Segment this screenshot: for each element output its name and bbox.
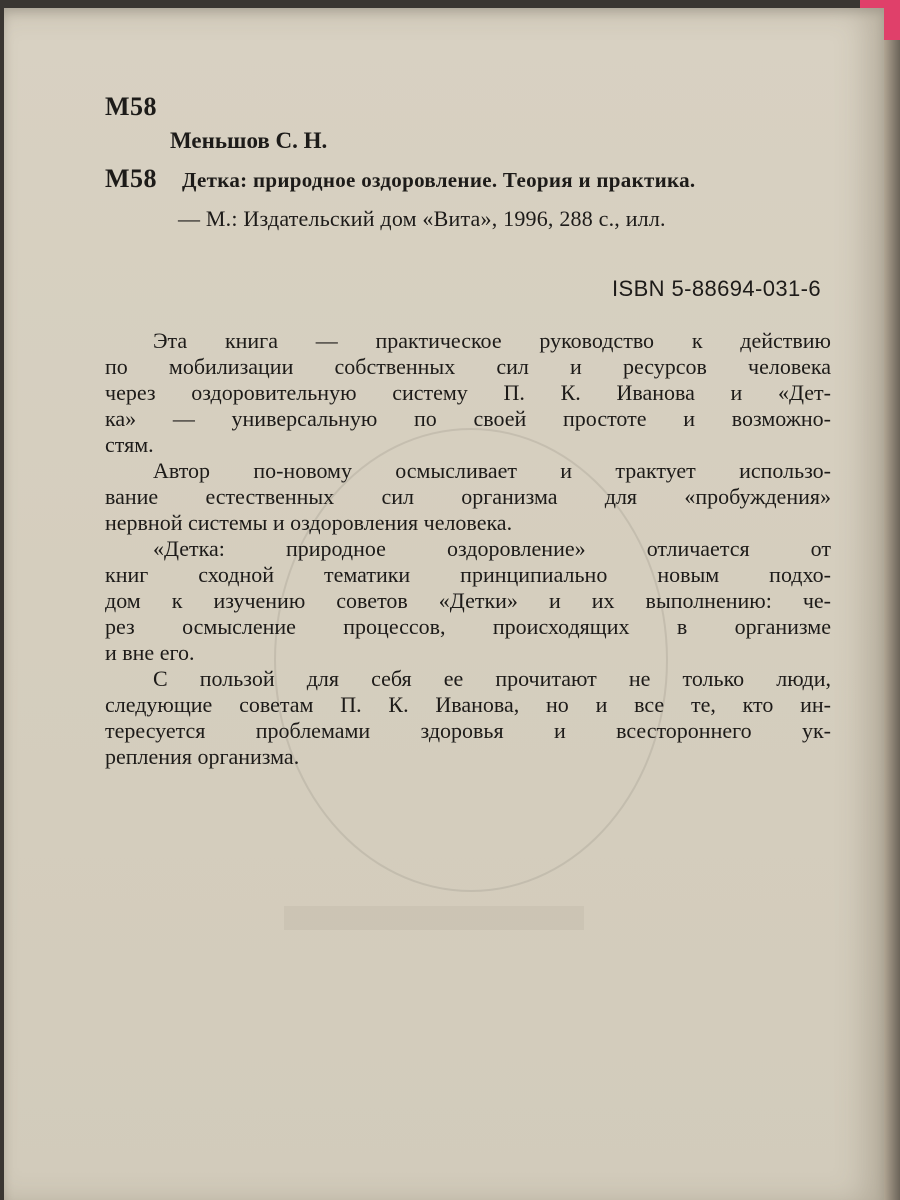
- library-index-second: М58: [105, 164, 158, 193]
- abstract-line: тересуется проблемами здоровья и всестороннего ук-: [105, 718, 831, 743]
- abstract-line: нервной системы и оздоровления человека.: [105, 510, 513, 535]
- book-title: Детка: природное оздоровление. Теория и практика.: [182, 168, 696, 192]
- abstract-line: рез осмысление процессов, происходящих в организме: [105, 614, 831, 639]
- abstract-line: через оздоровительную систему П. К. Иванова и «Дет-: [105, 380, 831, 405]
- abstract-line: стям.: [105, 432, 154, 457]
- isbn-number: ISBN 5-88694-031-6: [612, 276, 821, 301]
- abstract-line: ка» — универсальную по своей простоте и возможно-: [105, 406, 831, 431]
- stamp-text-show-through: [284, 906, 584, 930]
- abstract-line: вание естественных сил организма для «пробуждения»: [105, 484, 831, 509]
- abstract-line: книг сходной тематики принципиально новым подхо-: [105, 562, 831, 587]
- abstract-line: и вне его.: [105, 640, 195, 665]
- abstract-line: следующие советам П. К. Иванова, но и все те, кто ин-: [105, 692, 831, 717]
- library-index-top: М58: [105, 92, 158, 121]
- imprint-line: — М.: Издательский дом «Вита», 1996, 288 с., илл.: [178, 206, 666, 231]
- abstract-line: «Детка: природное оздоровление» отличается от: [153, 536, 831, 561]
- abstract-line: Автор по-новому осмысливает и трактует использо-: [153, 458, 831, 483]
- abstract-line: С пользой для себя ее прочитают не только люди,: [153, 666, 831, 691]
- abstract-line: по мобилизации собственных сил и ресурсов человека: [105, 354, 831, 379]
- abstract-line: Эта книга — практическое руководство к действию: [153, 328, 831, 353]
- abstract-text: [105, 328, 831, 770]
- book-page: [4, 8, 884, 1200]
- abstract-line: репления организма.: [105, 744, 300, 769]
- abstract-line: дом к изучению советов «Детки» и их выполнению: че-: [105, 588, 831, 613]
- author-name: Меньшов С. Н.: [170, 128, 328, 153]
